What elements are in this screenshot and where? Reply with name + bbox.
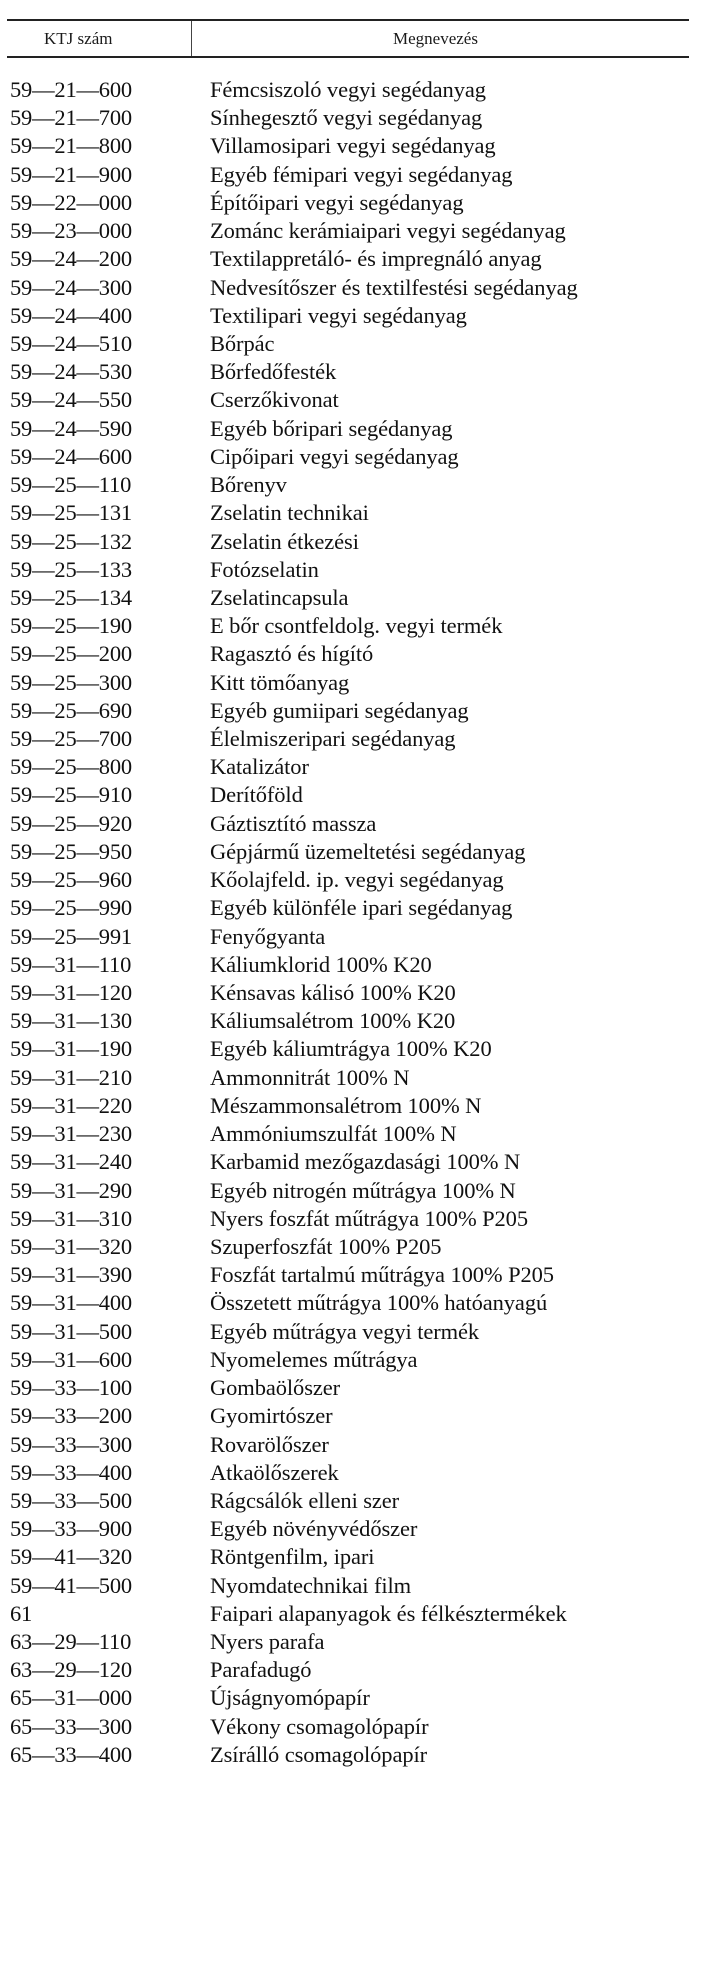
table-row (0, 1148, 711, 1176)
product-name: Gáztisztító massza (210, 810, 377, 836)
product-name: Gombaölőszer (210, 1375, 341, 1401)
ktj-code: 59—31—210 (10, 1064, 132, 1090)
ktj-code: 59—25—991 (10, 923, 132, 949)
ktj-code: 59—33—500 (10, 1487, 132, 1513)
table-row (0, 1572, 711, 1600)
table-row (0, 132, 711, 160)
product-name: Rovarölőszer (210, 1431, 329, 1457)
table-row (0, 1487, 711, 1515)
ktj-code: 65—31—000 (10, 1685, 132, 1711)
product-name: Bőrfedőfesték (210, 359, 337, 385)
table-row (0, 1374, 711, 1402)
product-name: Zselatin étkezési (210, 528, 359, 554)
product-name: Káliumsalétrom 100% K20 (210, 1008, 456, 1034)
ktj-code: 59—21—700 (10, 105, 132, 131)
table-row (0, 951, 711, 979)
table-row (0, 217, 711, 245)
ktj-code: 59—24—530 (10, 359, 132, 385)
ktj-code: 59—23—000 (10, 218, 132, 244)
table-row (0, 1205, 711, 1233)
product-name: Sínhegesztő vegyi segédanyag (210, 105, 483, 131)
ktj-code: 65—33—400 (10, 1741, 132, 1767)
ktj-code: 59—24—510 (10, 330, 132, 356)
ktj-code: 59—25—960 (10, 867, 132, 893)
table-row (0, 1233, 711, 1261)
ktj-code: 59—25—200 (10, 641, 132, 667)
product-name: Nedvesítőszer és textilfestési segédanyag (210, 274, 578, 300)
table-top-rule (7, 19, 689, 21)
ktj-code: 59—21—800 (10, 133, 132, 159)
table-header-rule (7, 56, 689, 58)
ktj-code: 59—22—000 (10, 189, 132, 215)
ktj-code: 63—29—120 (10, 1657, 132, 1683)
product-name: Karbamid mezőgazdasági 100% N (210, 1149, 521, 1175)
ktj-code: 59—31—320 (10, 1233, 132, 1259)
product-name: Építőipari vegyi segédanyag (210, 189, 464, 215)
ktj-code: 59—24—400 (10, 302, 132, 328)
table-row (0, 386, 711, 414)
ktj-code: 59—25—300 (10, 669, 132, 695)
product-name: Katalizátor (210, 754, 309, 780)
table-body (0, 76, 711, 1769)
table-row (0, 640, 711, 668)
ktj-code: 59—24—590 (10, 415, 132, 441)
table-row (0, 415, 711, 443)
table-row (0, 1543, 711, 1571)
product-name: Egyéb bőripari segédanyag (210, 415, 453, 441)
ktj-code: 59—24—550 (10, 387, 132, 413)
ktj-code: 59—25—132 (10, 528, 132, 554)
ktj-code: 59—33—400 (10, 1459, 132, 1485)
table-row (0, 161, 711, 189)
ktj-code: 59—21—900 (10, 161, 132, 187)
ktj-code: 59—25—700 (10, 726, 132, 752)
table-row (0, 330, 711, 358)
ktj-code: 59—25—190 (10, 613, 132, 639)
table-row (0, 1346, 711, 1374)
ktj-code: 63—29—110 (10, 1629, 132, 1655)
table-row (0, 781, 711, 809)
table-row (0, 189, 711, 217)
ktj-code: 59—25—134 (10, 584, 132, 610)
ktj-code: 59—31—230 (10, 1121, 132, 1147)
product-name: Egyéb gumiipari segédanyag (210, 697, 469, 723)
ktj-code: 65—33—300 (10, 1713, 132, 1739)
table-row (0, 1177, 711, 1205)
table-row (0, 1628, 711, 1656)
table-row (0, 669, 711, 697)
table-row (0, 1656, 711, 1684)
ktj-code: 59—31—130 (10, 1008, 132, 1034)
product-name: Mészammonsalétrom 100% N (210, 1092, 482, 1118)
table-row (0, 753, 711, 781)
ktj-code: 61 (10, 1600, 33, 1626)
table-row (0, 1318, 711, 1346)
product-name: Ragasztó és hígító (210, 641, 374, 667)
table-row (0, 1120, 711, 1148)
header-column-separator (191, 21, 192, 56)
ktj-code: 59—25—800 (10, 754, 132, 780)
product-name: Zselatin technikai (210, 500, 369, 526)
ktj-code: 59—31—190 (10, 1036, 132, 1062)
ktj-code: 59—31—600 (10, 1346, 132, 1372)
product-name: E bőr csontfeldolg. vegyi termék (210, 613, 503, 639)
ktj-code: 59—21—600 (10, 77, 132, 102)
ktj-code: 59—31—220 (10, 1092, 132, 1118)
table-row (0, 923, 711, 951)
product-name: Bőrenyv (210, 472, 287, 498)
ktj-code: 59—25—920 (10, 810, 132, 836)
ktj-code: 59—33—200 (10, 1403, 132, 1429)
ktj-code: 59—25—990 (10, 895, 132, 921)
ktj-code: 59—31—120 (10, 980, 132, 1005)
product-name: Ammóniumszulfát 100% N (210, 1121, 457, 1147)
ktj-code: 59—31—240 (10, 1149, 132, 1175)
table-row (0, 1261, 711, 1289)
ktj-code: 59—31—290 (10, 1177, 132, 1203)
table-row (0, 1741, 711, 1769)
table-row (0, 358, 711, 386)
product-name: Vékony csomagolópapír (210, 1713, 429, 1739)
table-row (0, 302, 711, 330)
ktj-code: 59—24—200 (10, 246, 132, 272)
table-row (0, 1515, 711, 1543)
ktj-code: 59—31—390 (10, 1262, 132, 1288)
product-name: Bőrpác (210, 330, 275, 356)
table-row (0, 584, 711, 612)
ktj-code: 59—33—100 (10, 1375, 132, 1401)
product-name: Újságnyomópapír (210, 1685, 370, 1711)
ktj-code: 59—25—910 (10, 782, 132, 808)
table-row (0, 499, 711, 527)
product-name: Káliumklorid 100% K20 (210, 951, 432, 977)
product-name: Kőolajfeld. ip. vegyi segédanyag (210, 867, 504, 893)
table-row (0, 979, 711, 1007)
table-row (0, 810, 711, 838)
product-name: Faipari alapanyagok és félkésztermékek (210, 1600, 567, 1626)
ktj-code: 59—25—133 (10, 556, 132, 582)
table-row (0, 556, 711, 584)
ktj-code: 59—33—300 (10, 1431, 132, 1457)
table-row (0, 1289, 711, 1317)
product-name: Ammonnitrát 100% N (210, 1064, 410, 1090)
product-name: Atkaölőszerek (210, 1459, 339, 1485)
product-name: Nyomelemes műtrágya (210, 1346, 418, 1372)
product-name: Villamosipari vegyi segédanyag (210, 133, 496, 159)
ktj-code: 59—24—600 (10, 443, 132, 469)
product-name: Fenyőgyanta (210, 923, 326, 949)
table-row (0, 104, 711, 132)
table-row (0, 443, 711, 471)
product-name: Cserzőkivonat (210, 387, 339, 413)
table-row (0, 1684, 711, 1712)
product-name: Nyers foszfát műtrágya 100% P205 (210, 1205, 528, 1231)
table-row (0, 612, 711, 640)
product-name: Parafadugó (210, 1657, 312, 1683)
table-row (0, 274, 711, 302)
product-name: Derítőföld (210, 782, 303, 808)
product-name: Kénsavas kálisó 100% K20 (210, 980, 456, 1005)
table-row (0, 725, 711, 753)
product-name: Röntgenfilm, ipari (210, 1544, 375, 1570)
ktj-code: 59—31—310 (10, 1205, 132, 1231)
ktj-code: 59—33—900 (10, 1516, 132, 1542)
ktj-code: 59—31—110 (10, 951, 132, 977)
product-name: Zsírálló csomagolópapír (210, 1741, 428, 1767)
ktj-code: 59—24—300 (10, 274, 132, 300)
product-name: Nyers parafa (210, 1629, 325, 1655)
product-name: Összetett műtrágya 100% hatóanyagú (210, 1290, 548, 1316)
product-name: Egyéb káliumtrágya 100% K20 (210, 1036, 492, 1062)
table-row (0, 1402, 711, 1430)
table-row (0, 76, 711, 104)
product-name: Egyéb nitrogén műtrágya 100% N (210, 1177, 516, 1203)
ktj-code: 59—31—400 (10, 1290, 132, 1316)
product-name: Zselatincapsula (210, 584, 349, 610)
ktj-code: 59—25—690 (10, 697, 132, 723)
table-row (0, 1007, 711, 1035)
product-name: Élelmiszeripari segédanyag (210, 726, 456, 752)
table-row (0, 471, 711, 499)
product-name: Rágcsálók elleni szer (210, 1487, 400, 1513)
product-name: Textilappretáló- és impregnáló anyag (210, 246, 542, 272)
table-row (0, 1713, 711, 1741)
product-name: Fotózselatin (210, 556, 319, 582)
product-name: Fémcsiszoló vegyi segédanyag (210, 77, 486, 102)
product-name: Kitt tömőanyag (210, 669, 350, 695)
table-row (0, 838, 711, 866)
ktj-code: 59—25—950 (10, 838, 132, 864)
product-name: Textilipari vegyi segédanyag (210, 302, 467, 328)
product-name: Egyéb műtrágya vegyi termék (210, 1318, 480, 1344)
ktj-code: 59—41—320 (10, 1544, 132, 1570)
product-name: Szuperfoszfát 100% P205 (210, 1233, 442, 1259)
ktj-code: 59—25—131 (10, 500, 132, 526)
table-row (0, 528, 711, 556)
table-row (0, 697, 711, 725)
table-row (0, 1064, 711, 1092)
table-row (0, 245, 711, 273)
ktj-code: 59—25—110 (10, 472, 132, 498)
product-name: Egyéb különféle ipari segédanyag (210, 895, 513, 921)
table-row (0, 894, 711, 922)
ktj-code: 59—41—500 (10, 1572, 132, 1598)
table-row (0, 866, 711, 894)
product-name: Cipőipari vegyi segédanyag (210, 443, 459, 469)
ktj-code: 59—31—500 (10, 1318, 132, 1344)
product-name: Nyomdatechnikai film (210, 1572, 412, 1598)
table-row (0, 1600, 711, 1628)
product-name: Foszfát tartalmú műtrágya 100% P205 (210, 1262, 554, 1288)
header-megnevezes: Megnevezés (393, 29, 478, 48)
header-ktj-szam: KTJ szám (44, 29, 113, 48)
table-row (0, 1035, 711, 1063)
product-name: Gépjármű üzemeltetési segédanyag (210, 838, 526, 864)
product-name: Gyomirtószer (210, 1403, 333, 1429)
table-row (0, 1459, 711, 1487)
product-name: Zománc kerámiaipari vegyi segédanyag (210, 218, 566, 244)
table-row (0, 1431, 711, 1459)
product-name: Egyéb fémipari vegyi segédanyag (210, 161, 513, 187)
table-row (0, 1092, 711, 1120)
product-name: Egyéb növényvédőszer (210, 1516, 418, 1542)
